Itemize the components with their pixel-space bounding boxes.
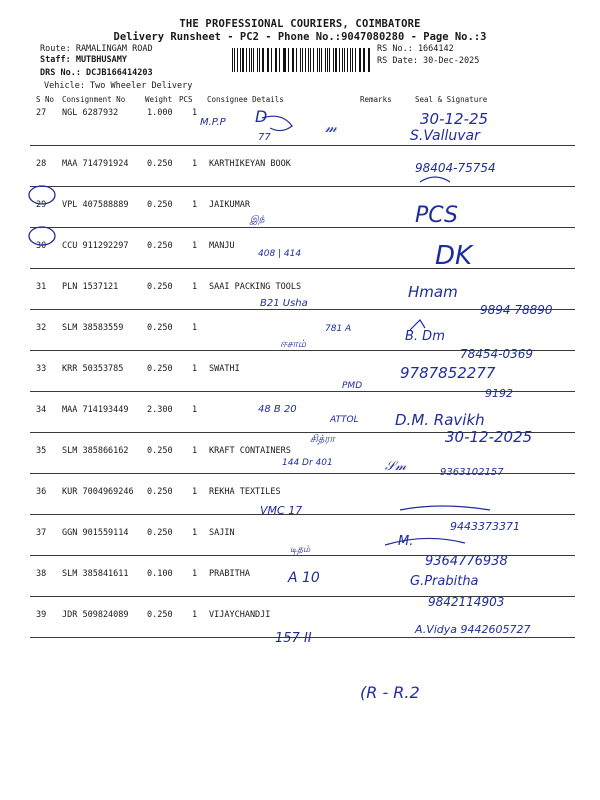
row-sno: 34 (36, 405, 47, 415)
row-pcs: 1 (192, 446, 198, 456)
hw-r39-sig: A.Vidya 9442605727 (415, 623, 531, 636)
row-consignee: SAJIN (209, 528, 235, 538)
col-seal: Seal & Signature (415, 95, 488, 104)
row-consignee: KRAFT CONTAINERS (209, 446, 291, 456)
barcode-bar (259, 48, 260, 72)
barcode-bar (249, 48, 250, 72)
drs-label: DRS No.: DCJB166414203 (40, 68, 153, 78)
hw-r31-note: B21 Usha (260, 298, 308, 309)
barcode-bar (300, 48, 301, 72)
hw-r33-num: 9787852277 (400, 364, 496, 382)
barcode-bar (347, 48, 348, 72)
row-weight: 0.250 (147, 159, 173, 169)
barcode-bar (363, 48, 365, 72)
barcode-bar (352, 48, 353, 72)
row-weight: 0.250 (147, 528, 173, 538)
barcode-bar (296, 48, 297, 72)
barcode-bar (319, 48, 320, 72)
hw-r27-sig: 30-12-25 (420, 110, 489, 128)
row-consignee: SAAI PACKING TOOLS (209, 282, 302, 292)
row-consignment: SLM 385866162 (62, 446, 129, 456)
barcode-bar (355, 48, 356, 72)
row-divider (30, 596, 575, 597)
row-weight: 2.300 (147, 405, 173, 415)
row-consignee: MANJU (209, 241, 235, 251)
col-sno: S No (36, 95, 55, 104)
scribble-32 (410, 320, 425, 330)
row-consignment: KUR 7004969246 (62, 487, 134, 497)
row-sno: 30 (36, 241, 47, 251)
row-consignee: KARTHIKEYAN BOOK (209, 159, 291, 169)
hw-r27-mark: 77 (258, 132, 271, 143)
row-sno: 33 (36, 364, 47, 374)
barcode-bar (350, 48, 351, 72)
row-sno: 31 (36, 282, 47, 292)
barcode-bar (262, 48, 264, 72)
table-header (0, 95, 600, 105)
row-divider (30, 391, 575, 392)
row-consignment: PLN 1537121 (62, 282, 119, 292)
scribble-36 (400, 506, 490, 510)
barcode-bar (283, 48, 284, 72)
barcode-bar (359, 48, 360, 72)
hw-r31-sig: Hmam (408, 283, 458, 301)
hw-r27-left: M.P.P (200, 117, 226, 128)
row-consignment: MAA 714193449 (62, 405, 129, 415)
hw-r27-name: S.Valluvar (410, 128, 480, 144)
hw-r32-note: 781 A (325, 324, 352, 334)
barcode-bar (333, 48, 334, 72)
hw-r33-note: PMD (342, 381, 363, 391)
barcode-bar (271, 48, 272, 72)
row-weight: 0.250 (147, 282, 173, 292)
hw-r38-note: A 10 (288, 570, 320, 586)
row-weight: 0.250 (147, 487, 173, 497)
rs-date: RS Date: 30-Dec-2025 (377, 56, 480, 66)
barcode-bar (325, 48, 326, 72)
barcode-bar (240, 48, 241, 72)
route-label: Route: RAMALINGAM ROAD (40, 44, 153, 54)
hw-r32-tamil: ஈசாம் (280, 339, 306, 350)
hw-r31-phone: 9894 78890 (480, 303, 553, 317)
hw-r39-note: 157 II (275, 631, 312, 646)
row-weight: 0.250 (147, 323, 173, 333)
barcode-bar (305, 48, 306, 72)
hw-r37-sig: M. (398, 534, 414, 549)
barcode-bar (242, 48, 244, 72)
row-sno: 38 (36, 569, 47, 579)
runsheet-title: THE PROFESSIONAL COURIERS, COIMBATORE (179, 18, 421, 30)
hw-r27-squiggle: 𝓂 (325, 120, 337, 136)
row-consignee: REKHA TEXTILES (209, 487, 281, 497)
scribble-37 (385, 538, 465, 545)
row-divider (30, 268, 575, 269)
row-pcs: 1 (192, 200, 198, 210)
row-divider (30, 637, 575, 638)
row-consignment: JDR 509824089 (62, 610, 129, 620)
hw-r33-sig: 9192 (485, 387, 513, 400)
barcode-bar (335, 48, 337, 72)
hw-r34-sig: D.M. Ravikh (395, 411, 485, 429)
barcode-bar (344, 48, 345, 72)
row-divider (30, 432, 575, 433)
row-divider (30, 473, 575, 474)
hw-r35-note: 144 Dr 401 (282, 458, 333, 468)
barcode-bar (257, 48, 258, 72)
row-pcs: 1 (192, 569, 198, 579)
col-consignee: Consignee Details (207, 95, 284, 104)
row-sno: 39 (36, 610, 47, 620)
barcode-bar (234, 48, 235, 72)
barcode (232, 48, 372, 72)
row-consignment: SLM 38583559 (62, 323, 124, 333)
row-pcs: 1 (192, 610, 198, 620)
row-pcs: 1 (192, 487, 198, 497)
barcode-bar (292, 48, 293, 72)
barcode-bar (246, 48, 247, 72)
barcode-bar (317, 48, 318, 72)
row-sno: 36 (36, 487, 47, 497)
row-consignment: GGN 901559114 (62, 528, 129, 538)
hw-r28-phone: 98404-75754 (415, 161, 496, 175)
hw-r30-note: 408 | 414 (258, 249, 302, 259)
row-pcs: 1 (192, 323, 198, 333)
col-pcs: PCS (179, 95, 193, 104)
row-sno: 28 (36, 159, 47, 169)
runsheet-subtitle: Delivery Runsheet - PC2 - Phone No.:9047080280 - Page No.:3 (113, 31, 487, 43)
row-consignment: SLM 385841611 (62, 569, 129, 579)
barcode-bar (342, 48, 343, 72)
row-consignment: CCU 911292297 (62, 241, 129, 251)
row-weight: 0.100 (147, 569, 173, 579)
row-consignee: JAIKUMAR (209, 200, 250, 210)
hw-r27-d: D (255, 107, 268, 126)
row-sno: 35 (36, 446, 47, 456)
barcode-bar (275, 48, 276, 72)
row-sno: 32 (36, 323, 47, 333)
barcode-bar (313, 48, 314, 72)
hw-r35-date: 30-12-2025 (445, 428, 533, 446)
barcode-bar (327, 48, 328, 72)
barcode-bar (251, 48, 252, 72)
col-consignment: Consignment No (62, 95, 126, 104)
barcode-bar (293, 48, 294, 72)
barcode-bar (369, 48, 370, 72)
hw-r35-phone: 9363102157 (440, 467, 504, 478)
barcode-bar (253, 48, 254, 72)
barcode-bar (267, 48, 268, 72)
row-weight: 0.250 (147, 446, 173, 456)
row-consignee: PRABITHA (209, 569, 250, 579)
staff-label: Staff: MUTBHUSAMY (40, 55, 127, 65)
hw-r32-sig: B. Dm (405, 329, 445, 344)
row-weight: 0.250 (147, 364, 173, 374)
barcode-bar (321, 48, 322, 72)
rs-number: RS No.: 1664142 (377, 44, 454, 54)
barcode-bar (360, 48, 361, 72)
row-pcs: 1 (192, 241, 198, 251)
col-weight: Weight (145, 95, 173, 104)
row-weight: 0.250 (147, 241, 173, 251)
hw-footer: (R - R.2 (360, 683, 420, 702)
hw-r36-phone: 9443373371 (450, 520, 520, 533)
row-divider (30, 555, 575, 556)
row-sno: 27 (36, 108, 47, 118)
barcode-bar (310, 48, 312, 72)
hw-r37-tamil: டிதம் (290, 545, 311, 555)
row-consignee: SWATHI (209, 364, 240, 374)
row-pcs: 1 (192, 364, 198, 374)
row-weight: 0.250 (147, 200, 173, 210)
hw-r38-phone: 9842114903 (428, 595, 505, 609)
row-weight: 0.250 (147, 610, 173, 620)
scribble-28 (420, 177, 450, 182)
row-divider (30, 350, 575, 351)
hw-r35-tamil: சித்ரா (310, 434, 335, 445)
row-pcs: 1 (192, 528, 198, 538)
hw-r34-note2: ATTOL (330, 415, 359, 425)
row-sno: 37 (36, 528, 47, 538)
barcode-bar (339, 48, 340, 72)
row-consignment: VPL 407588889 (62, 200, 129, 210)
barcode-bar (329, 48, 330, 72)
hw-r30-sig: DK (435, 241, 473, 271)
barcode-bar (268, 48, 269, 72)
hw-r29-sig: PCS (415, 203, 459, 228)
hw-r36-note: VMC 17 (260, 504, 303, 517)
col-remarks: Remarks (360, 95, 392, 104)
row-pcs: 1 (192, 405, 198, 415)
row-divider (30, 309, 575, 310)
barcode-bar (288, 48, 289, 72)
barcode-bar (276, 48, 277, 72)
row-divider (30, 145, 575, 146)
row-consignment: KRR 50353785 (62, 364, 124, 374)
hw-r38-sig: G.Prabitha (410, 574, 479, 589)
row-pcs: 1 (192, 282, 198, 292)
hw-r34-note: 48 B 20 (258, 404, 297, 415)
hw-r32-phone: 78454-0369 (460, 347, 534, 361)
row-divider (30, 227, 575, 228)
barcode-bar (308, 48, 309, 72)
vehicle-label: Vehicle: Two Wheeler Delivery (44, 81, 193, 91)
hw-r35-sig: 𝒮𝓂 (385, 459, 407, 474)
scribble-27 (262, 116, 292, 130)
row-pcs: 1 (192, 108, 198, 118)
barcode-bar (302, 48, 303, 72)
barcode-bar (284, 48, 286, 72)
barcode-bar (279, 48, 280, 72)
hw-r29-note: இந் (250, 215, 265, 225)
row-divider (30, 186, 575, 187)
row-sno: 29 (36, 200, 47, 210)
barcode-bar (237, 48, 238, 72)
row-divider (30, 514, 575, 515)
row-consignment: NGL 6287932 (62, 108, 119, 118)
row-pcs: 1 (192, 159, 198, 169)
row-consignment: MAA 714791924 (62, 159, 129, 169)
row-weight: 1.000 (147, 108, 173, 118)
row-consignee: VIJAYCHANDJI (209, 610, 271, 620)
hw-r37-phone: 9364776938 (425, 554, 508, 569)
barcode-bar (368, 48, 369, 72)
barcode-bar (232, 48, 233, 72)
